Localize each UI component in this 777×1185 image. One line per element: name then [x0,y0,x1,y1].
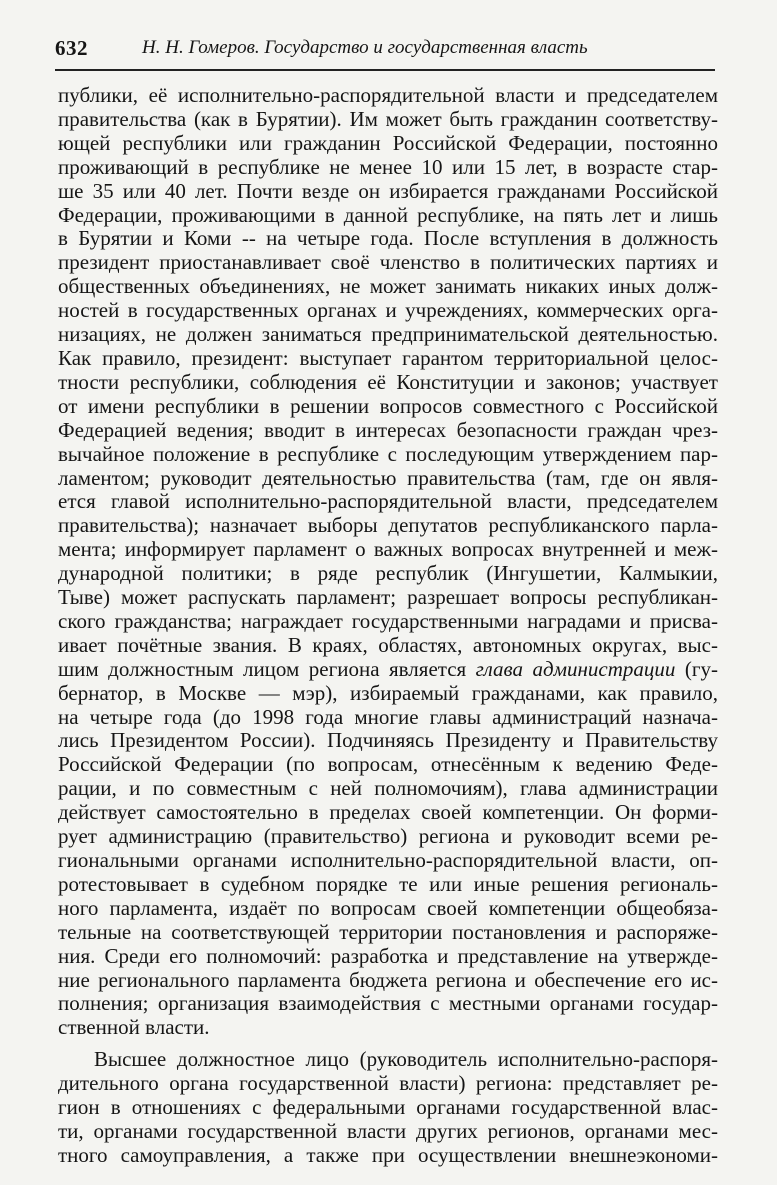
text-line: полнения; организация взаимодействия с местными органами государ- [58,991,718,1016]
text-line: рует администрацию (правительство) региона и руководит всеми ре- [58,824,718,849]
text-line: дительного органа государственной власти) региона: представляет ре- [58,1071,718,1096]
paragraph-2 [58,1048,718,1168]
text-line: ние регионального парламента бюджета региона и обеспечение его ис- [58,967,718,992]
text-fragment: шим должностным лицом региона является [58,656,476,681]
text-line: ется главой исполнительно-распорядительной власти, председателем [58,489,718,514]
text-line: ивает почётные звания. В краях, областях, автономных округах, выс- [58,632,718,657]
text-line: тельные на соответствующей территории постановления и распоряже- [58,919,718,944]
text-line: низациях, не должен заниматься предпринимательской деятельностью. [58,322,718,347]
text-fragment: (гу- [675,656,718,681]
page-header [55,36,715,62]
text-line: Федерацией ведения; вводит в интересах безопасности граждан чрез- [58,417,718,442]
text-line: Федерации, проживающими в данной республике, на пять лет и лишь [58,202,718,227]
text-line: действует самостоятельно в пределах своей компетенции. Он форми- [58,800,718,825]
text-line: общественных объединениях, не может занимать никаких иных долж- [58,274,718,299]
text-line: ти, органами государственной власти других регионов, органами мес- [58,1118,718,1143]
text-line: ного парламента, издаёт по вопросам своей компетенции общеобяза- [58,895,718,920]
text-line: гиональными органами исполнительно-распорядительной власти, оп- [58,848,718,872]
text-line: ше 35 или 40 лет. Почти везде он избирается гражданами Российской [58,178,718,203]
text-line: тности республики, соблюдения её Конституции и законов; участвует [58,369,718,394]
text-line: ламентом; руководит деятельностью правительства (там, где он явля- [58,465,718,490]
text-line: ственной власти. [58,1015,210,1040]
text-line: лись Президентом России). Подчиняясь Президенту и Правительству [58,728,718,753]
paragraph-1 [58,84,718,1040]
text-line: вычайное положение в республике с последующим утверждением пар- [58,441,718,466]
text-line: ского гражданства; награждает государственными наградами и присва- [58,608,718,633]
text-line: проживающий в республике не менее 10 или 15 лет, в возрасте стар- [58,154,718,179]
text-line: в Бурятии и Коми -- на четыре года. После вступления в должность [58,226,718,251]
italic-term: глава администрации [475,656,676,681]
page-number: 632 [55,36,88,60]
header-rule [55,69,715,71]
text-line: ния. Среди его полномочий: разработка и представление на утвержде- [58,943,718,968]
text-line: рации, и по совместным с ней полномочиям), глава администрации [58,776,718,801]
text-line: ротестовывает в судебном порядке те или иные решения региональ- [58,871,718,896]
running-title: Н. Н. Гомеров. Государство и государственная власть [142,37,588,58]
text-line: правительства); назначает выборы депутатов республиканского парла- [58,513,718,538]
text-line: президент приостанавливает своё членство в политических партиях и [58,250,718,275]
text-line-with-term [58,658,718,682]
text-line: дународной политики; в ряде республик (Ингушетии, Калмыкии, [58,561,718,586]
text-line: публики, её исполнительно-распорядительной власти и председателем [58,83,718,107]
text-line: на четыре года (до 1998 года многие главы администраций назнача- [58,704,718,729]
text-line: Российской Федерации (по вопросам, отнесённым к ведению Феде- [58,752,718,777]
text-line: бернатор, в Москве — мэр), избираемый гражданами, как правило, [58,680,718,705]
body-text [58,84,718,1168]
text-line: Высшее должностное лицо (руководитель исполнительно-распоря- [94,1047,718,1072]
text-line: от имени республики в решении вопросов совместного с Российской [58,393,718,418]
text-line: Как правило, президент: выступает гарантом территориальной целос- [58,345,718,370]
text-line: гион в отношениях с федеральными органами государственной влас- [58,1095,718,1120]
text-line: Тыве) может распускать парламент; разрешает вопросы республикан- [58,585,718,610]
text-line: ющей республики или гражданин Российской Федерации, постоянно [58,130,718,155]
text-line: мента; информирует парламент о важных вопросах внутренней и меж- [58,537,718,562]
text-line: тного самоуправления, а также при осуществлении внешнеэкономи- [58,1142,718,1167]
text-line: правительства (как в Бурятии). Им может быть гражданин соответству- [58,106,718,131]
text-line: ностей в государственных органах и учреждениях, коммерческих орга- [58,298,718,323]
